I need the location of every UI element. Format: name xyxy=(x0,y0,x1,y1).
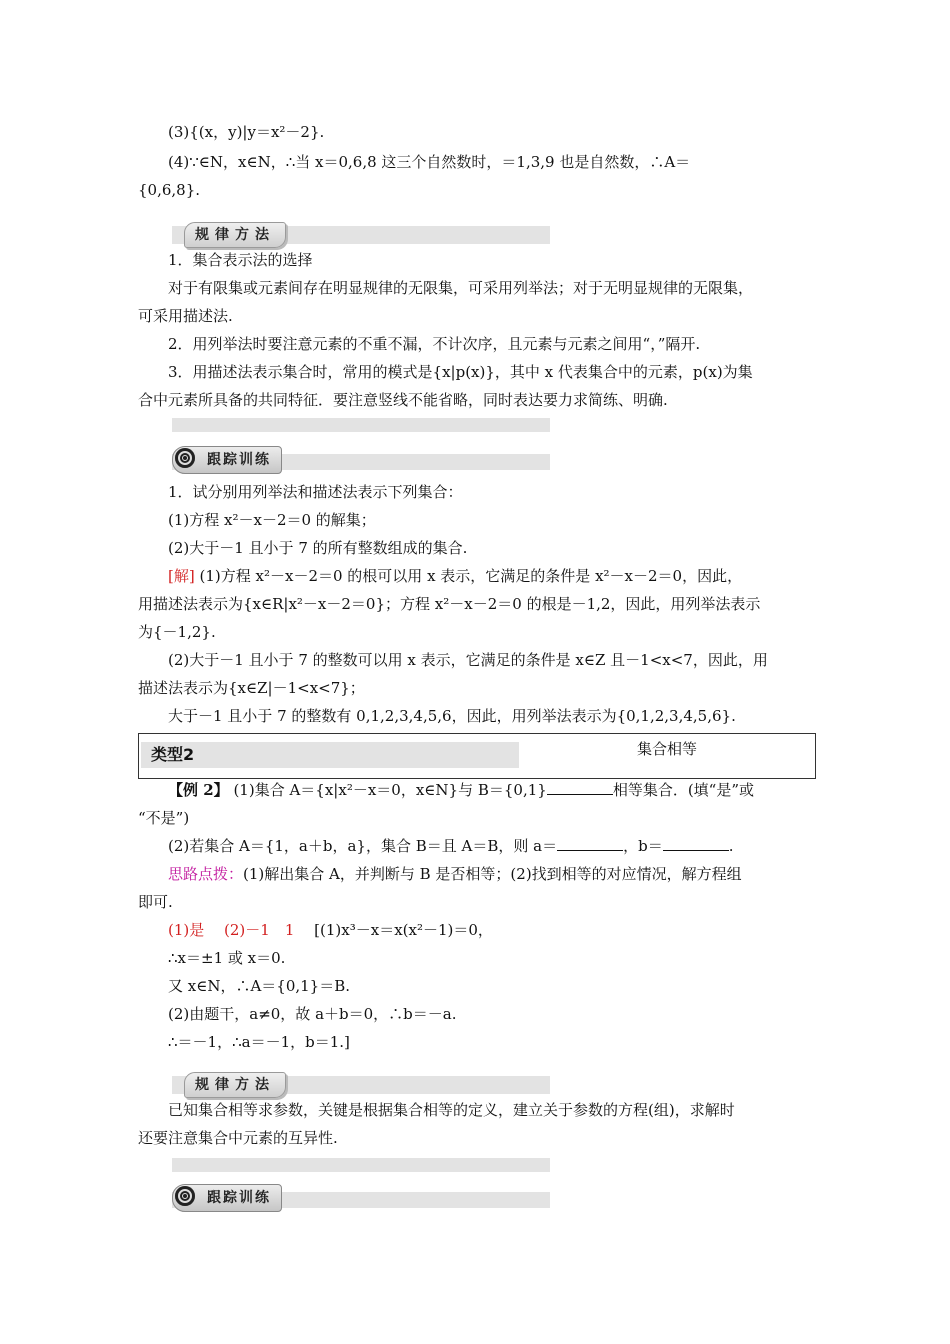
text-line: ∴＝－1，∴a＝－1，b＝1.] xyxy=(168,1033,350,1051)
text-line: 已知集合相等求参数，关键是根据集合相等的定义，建立关于参数的方程(组)，求解时 xyxy=(168,1101,735,1119)
answer-2: (2)－1 1 xyxy=(224,921,295,939)
type-label-bar xyxy=(141,742,519,768)
target-icon xyxy=(175,1186,195,1206)
hint-line xyxy=(168,860,818,888)
example-text: 相等集合．(填“是”或 xyxy=(612,781,755,799)
text-line: (3){(x，y)|y＝x²－2}. xyxy=(168,123,325,141)
answer-text: [(1)x³－x＝x(x²－1)＝0， xyxy=(314,921,493,939)
answer-blank xyxy=(663,836,729,851)
solution-line xyxy=(168,562,818,590)
example-text: (1)集合 A＝{x|x²－x＝0，x∈N}与 B＝{0,1} xyxy=(233,781,547,799)
example-text: . xyxy=(728,837,734,855)
type-label: 类型2 xyxy=(151,745,195,764)
example-line xyxy=(168,776,818,804)
text-line: 为{－1,2}. xyxy=(138,623,216,641)
text-line: 可采用描述法. xyxy=(138,307,233,325)
method-label: 规律方法 xyxy=(184,1072,286,1098)
text-line: 用描述法表示为{x∈R|x²－x－2＝0}；方程 x²－x－2＝0 的根是－1,2，因此，用列举法表示 xyxy=(138,595,761,613)
example-text: (2)若集合 A＝{1，a＋b，a}，集合 B＝且 A＝B，则 a＝ xyxy=(168,837,558,855)
training-label: 跟踪训练 xyxy=(207,452,271,468)
text-line: {0,6,8}. xyxy=(138,181,201,199)
training-tag xyxy=(172,1184,282,1212)
answer-blank xyxy=(547,780,613,795)
solution-text: (1)方程 x²－x－2＝0 的根可以用 x 表示，它满足的条件是 x²－x－2＝0，因此， xyxy=(199,567,743,585)
training-header xyxy=(172,1192,550,1208)
text-line: 即可. xyxy=(138,893,173,911)
method-label: 规律方法 xyxy=(184,222,286,248)
hint-tag: 思路点拨： xyxy=(168,865,244,883)
text-line: (2)由题干，a≠0，故 a＋b＝0，∴b＝－a. xyxy=(168,1005,457,1023)
type-title: 集合相等 xyxy=(636,740,697,758)
text-line: 合中元素所具备的共同特征．要注意竖线不能省略，同时表达要力求简练、明确. xyxy=(138,391,668,409)
method-header xyxy=(172,226,550,244)
answer-1: (1)是 xyxy=(168,921,205,939)
type-header-box xyxy=(138,733,816,779)
section-divider xyxy=(172,418,550,432)
text-line: (2)大于－1 且小于 7 的整数可以用 x 表示，它满足的条件是 x∈Z 且－1<x<7，因此，用 xyxy=(168,651,768,669)
text-line: 还要注意集合中元素的互异性. xyxy=(138,1129,338,1147)
text-line: 2．用列举法时要注意元素的不重不漏，不计次序，且元素与元素之间用“，”隔开. xyxy=(168,335,701,353)
text-line: (2)大于－1 且小于 7 的所有整数组成的集合. xyxy=(168,539,468,557)
text-line: 1．集合表示法的选择 xyxy=(168,251,313,269)
solution-tag: [解] xyxy=(168,567,195,585)
training-tag xyxy=(172,446,282,474)
text-line: ∴x＝±1 或 x＝0. xyxy=(168,949,286,967)
training-header xyxy=(172,454,550,470)
text-line: (4)∵∈N，x∈N，∴当 x＝0,6,8 这三个自然数时，＝1,3,9 也是自然数，∴A＝ xyxy=(168,153,691,171)
target-icon xyxy=(175,448,195,468)
text-line: 大于－1 且小于 7 的整数有 0,1,2,3,4,5,6，因此，用列举法表示为{0,1,2,3,4,5,6}. xyxy=(168,707,736,725)
text-line: “不是”) xyxy=(138,809,190,827)
method-header xyxy=(172,1076,550,1094)
answer-blank xyxy=(557,836,623,851)
answer-line xyxy=(168,916,818,944)
text-line: 描述法表示为{x∈Z|－1<x<7}； xyxy=(138,679,365,697)
section-divider xyxy=(172,1158,550,1172)
text-line: 对于有限集或元素间存在明显规律的无限集，可采用列举法；对于无明显规律的无限集， xyxy=(168,279,754,297)
text-line: 1．试分别用列举法和描述法表示下列集合： xyxy=(168,483,463,501)
training-label: 跟踪训练 xyxy=(207,1190,271,1206)
example-tag: 【例 2】 xyxy=(168,781,229,799)
text-line: 3．用描述法表示集合时，常用的模式是{x|p(x)}，其中 x 代表集合中的元素，p(x)为集 xyxy=(168,363,753,381)
text-line: (1)方程 x²－x－2＝0 的解集； xyxy=(168,511,376,529)
example-text: ，b＝ xyxy=(623,837,663,855)
hint-text: (1)解出集合 A，并判断与 B 是否相等；(2)找到相等的对应情况，解方程组 xyxy=(243,865,742,883)
text-line: 又 x∈N，∴A＝{0,1}＝B. xyxy=(168,977,351,995)
example-line xyxy=(168,832,818,860)
